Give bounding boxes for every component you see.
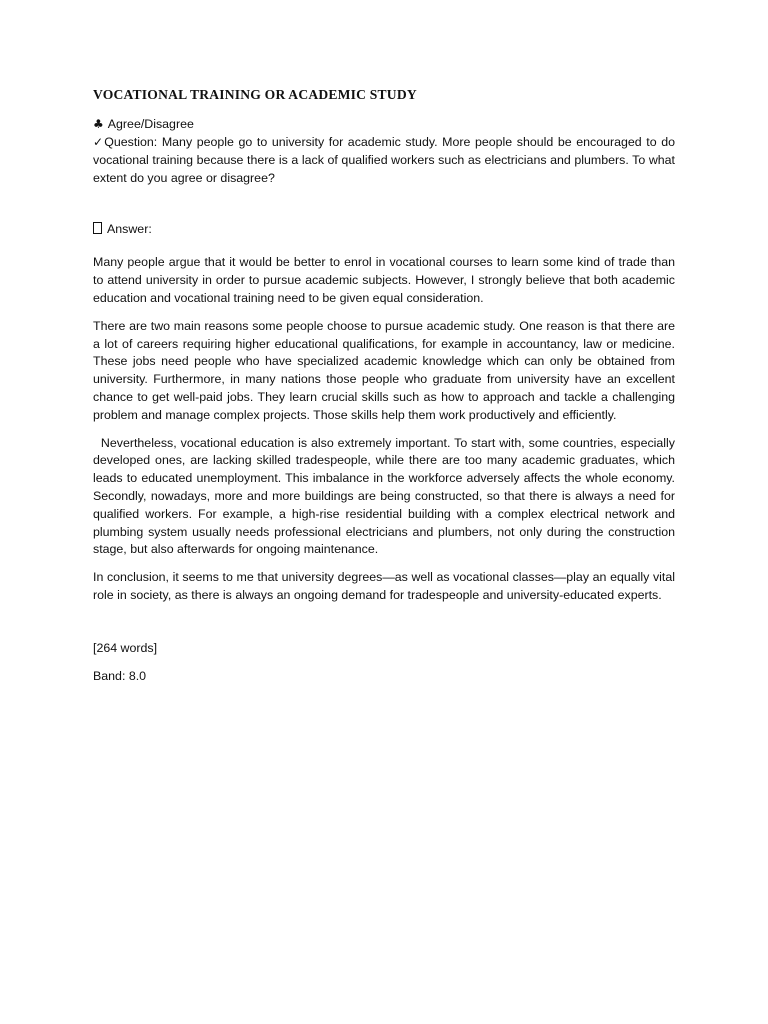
essay-paragraph-intro: Many people argue that it would be better to enrol in vocational courses to learn some kind of trade than to attend university in order to pursue academic subjects. However, I strongly believe that both academic education and vocational training need to be given equal consideration. [93, 255, 675, 305]
answer-label: Answer: [107, 222, 152, 237]
page-title: VOCATIONAL TRAINING OR ACADEMIC STUDY [93, 87, 417, 102]
question-text: Many people go to university for academic study. More people should be encouraged to do vocational training because there is a lack of qualified workers such as electricians and plumbers. To what extent do you agree or disagree? [93, 135, 675, 185]
category-label: Agree/Disagree [107, 117, 194, 131]
essay-paragraph-body-2-text: Nevertheless, vocational education is also extremely important. To start with, some countries, especially developed ones, are lacking skilled tradespeople, while there are too many academic graduates, which leads to educated unemployment. This imbalance in the workforce adversely affects the whole economy. Secondly, nowadays, more and more buildings are being constructed, so that there is always a need for qualified workers. For example, a high-rise residential building with a complex electrical network and plumbing system usually needs professional electricians and plumbers, not only during the construction stage, but also afterwards for ongoing maintenance. [93, 435, 676, 557]
category-line [93, 116, 675, 134]
club-icon: ♣ [93, 117, 104, 131]
answer-heading [93, 221, 675, 239]
document-page [93, 86, 675, 686]
question-prefix: Question: [104, 135, 158, 149]
box-icon [93, 222, 102, 234]
word-count: [264 words] [93, 640, 158, 655]
essay-paragraph-conclusion: In conclusion, it seems to me that university degrees—as well as vocational classes—play an equally vital role in society, as there is always an ongoing demand for tradespeople and university-educated experts. [93, 570, 675, 602]
essay-paragraph-body-2 [93, 435, 675, 560]
check-icon: ✓ [93, 135, 105, 149]
band-score: Band: 8.0 [93, 668, 147, 683]
question-paragraph [93, 134, 675, 187]
essay-paragraph-body-1: There are two main reasons some people choose to pursue academic study. One reason is that there are a lot of careers requiring higher educational qualifications, for example in accountancy, law or medicine. These jobs need people who have specialized academic knowledge which can only be obtained from university. Furthermore, in many nations those people who graduate from university have an excellent chance to get well-paid jobs. They learn crucial skills such as how to approach and tackle a challenging problem and manage complex projects. Those skills help them work productively and efficiently. [93, 318, 675, 422]
